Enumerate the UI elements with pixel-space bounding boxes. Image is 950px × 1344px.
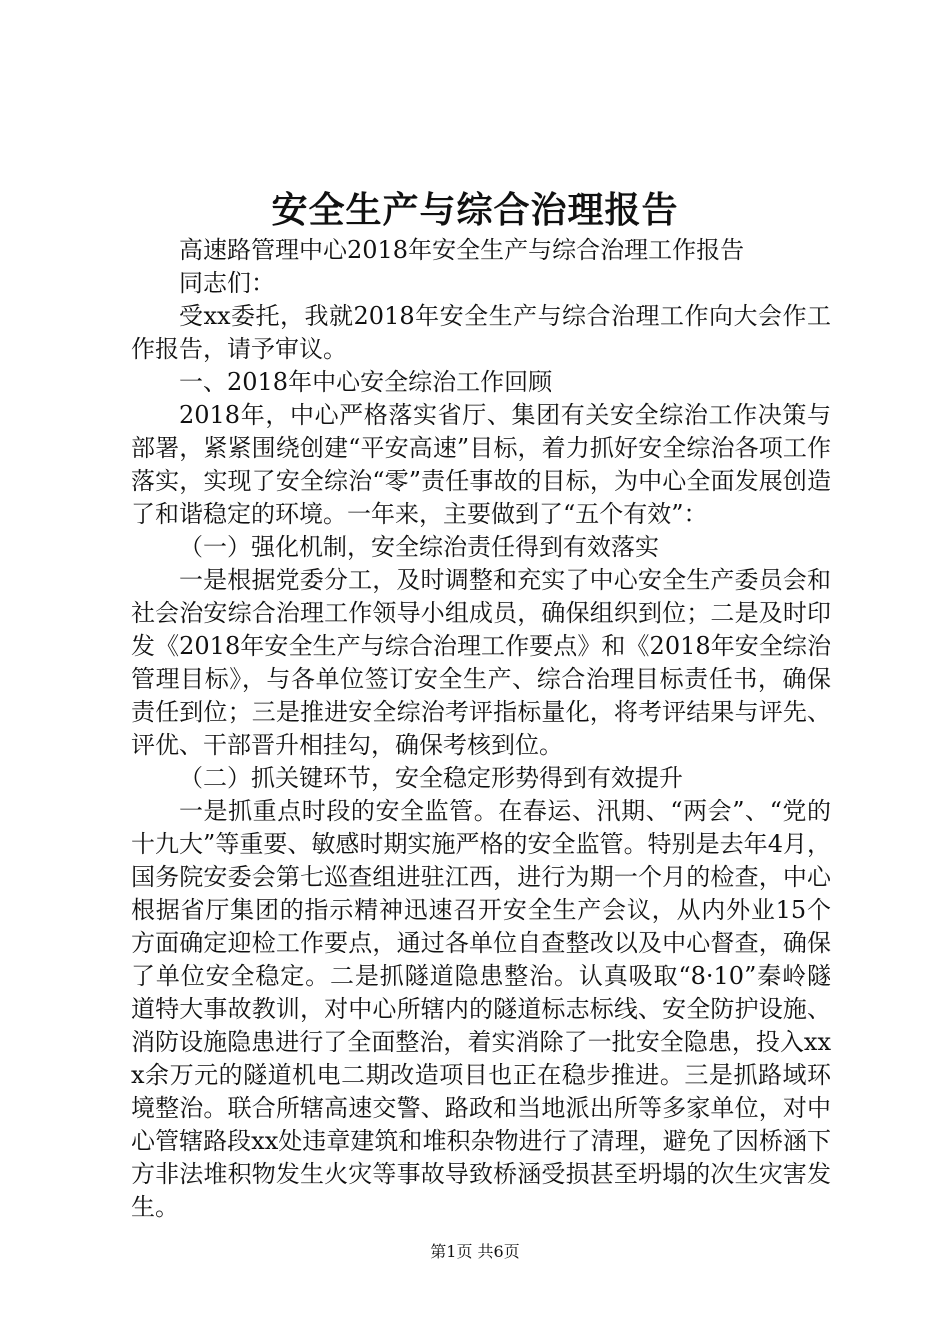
document-title: 安全生产与综合治理报告 — [271, 189, 679, 231]
paragraph-review: 2018年，中心严格落实省厅、集团有关安全综治工作决策与部署，紧紧围绕创建“平安高速”目标，着力抓好安全综治各项工作落实，实现了安全综治“零”责任事故的目标，为中心全面发展创造了和谐稳定的环境。一年来，主要做到了“五个有效”： — [131, 401, 831, 528]
paragraph-mechanism: 一是根据党委分工，及时调整和充实了中心安全生产委员会和社会治安综合治理工作领导小组成员，确保组织到位；二是及时印发《2018年安全生产与综合治理工作要点》和《2018年安全综治管理目标》，与各单位签订安全生产、综合治理目标责任书，确保责任到位；三是推进安全综治考评指标量化，将考评结果与评先、评优、干部晋升相挂勾，确保考核到位。 — [131, 566, 831, 759]
section-heading-1: 一、2018年中心安全综治工作回顾 — [179, 368, 553, 396]
paragraph-intro: 受xx委托，我就2018年安全生产与综合治理工作向大会作工作报告，请予审议。 — [131, 302, 831, 363]
subsection-heading-2: （二）抓关键环节，安全稳定形势得到有效提升 — [179, 764, 683, 792]
page-number: 第1页 共6页 — [430, 1242, 520, 1261]
subsection-heading-1: （一）强化机制，安全综治责任得到有效落实 — [179, 533, 659, 561]
document-body — [131, 234, 831, 1224]
paragraph-salutation: 同志们： — [179, 269, 275, 297]
paragraph-report-heading: 高速路管理中心2018年安全生产与综合治理工作报告 — [179, 236, 745, 264]
paragraph-key-links: 一是抓重点时段的安全监管。在春运、汛期、“两会”、“党的十九大”等重要、敏感时期实施严格的安全监管。特别是去年4月，国务院安委会第七巡查组进驻江西，进行为期一个月的检查，中心根据省厅集团的指示精神迅速召开安全生产会议，从内外业15个方面确定迎检工作要点，通过各单位自查整改以及中心督查，确保了单位安全稳定。二是抓隧道隐患整治。认真吸取“8·10”秦岭隧道特大事故教训，对中心所辖内的隧道标志标线、安全防护设施、消防设施隐患进行了全面整治，着实消除了一批安全隐患，投入xxx余万元的隧道机电二期改造项目也正在稳步推进。三是抓路域环境整治。联合所辖高速交警、路政和当地派出所等多家单位，对中心管辖路段xx处违章建筑和堆积杂物进行了清理，避免了因桥涵下方非法堆积物发生火灾等事故导致桥涵受损甚至坍塌的次生灾害发生。 — [131, 797, 831, 1221]
